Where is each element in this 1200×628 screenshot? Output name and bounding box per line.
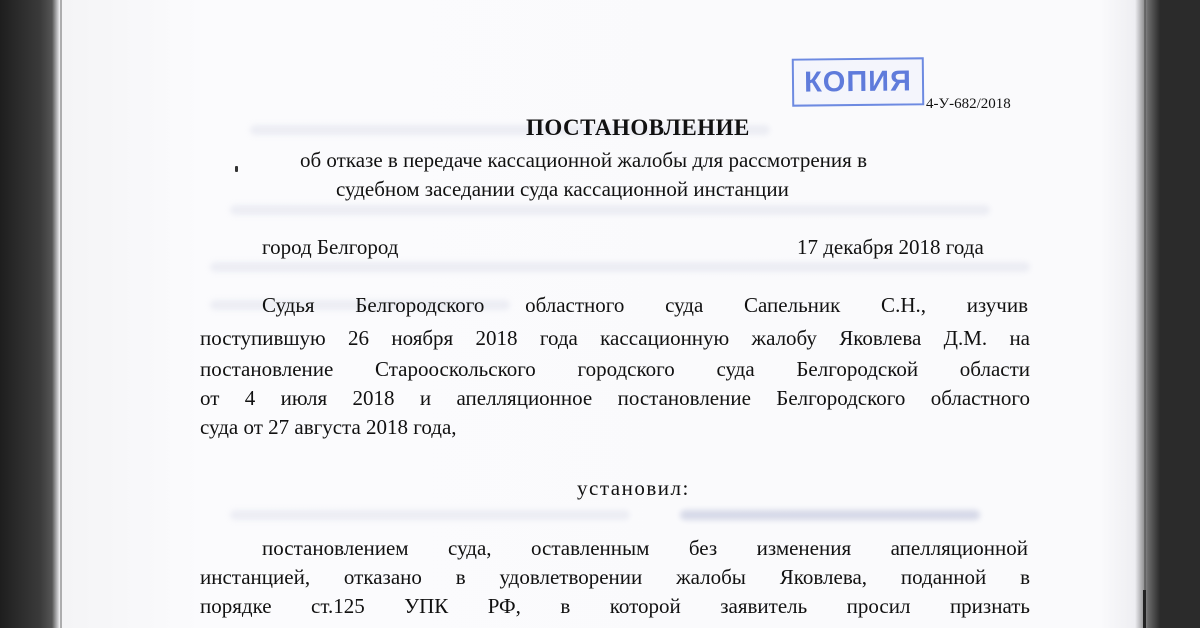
intro-line: от 4 июля 2018 и апелляционное постановление Белгородского областного — [200, 386, 1030, 410]
bleed-through-mark — [230, 510, 630, 520]
place: город Белгород — [262, 235, 399, 259]
body-line: инстанцией, отказано в удовлетворении жалобы Яковлева, поданной в — [200, 565, 1030, 589]
body-line: постановлением суда, оставленным без изменения апелляционной — [262, 536, 1028, 560]
intro-line: поступившую 26 ноября 2018 года кассационную жалобу Яковлева Д.М. на — [200, 326, 1030, 350]
subtitle-line-2: судебном заседании суда кассационной инстанции — [336, 177, 789, 201]
body-line: порядке ст.125 УПК РФ, в которой заявитель просил признать — [200, 594, 1030, 618]
document-title: ПОСТАНОВЛЕНИЕ — [526, 115, 750, 140]
bleed-through-mark — [680, 510, 980, 520]
document-date: 17 декабря 2018 года — [797, 235, 984, 259]
intro-line: суда от 27 августа 2018 года, — [200, 415, 457, 439]
bleed-through-mark — [210, 262, 1030, 272]
intro-line: постановление Старооскольского городского суда Белгородской области — [200, 357, 1030, 381]
bleed-through-mark — [230, 205, 990, 215]
resolved-heading: установил: — [577, 476, 690, 500]
case-number: 4-У-682/2018 — [926, 96, 1011, 112]
ink-mark — [235, 166, 238, 172]
subtitle-line-1: об отказе в передаче кассационной жалобы для рассмотрения в — [300, 148, 867, 172]
page-edge-left — [60, 0, 62, 628]
pen-stroke — [1143, 590, 1146, 628]
intro-line: Судья Белгородского областного суда Сапельник С.Н., изучив — [262, 293, 1028, 317]
page-edge-right — [1144, 0, 1146, 628]
copy-stamp: КОПИЯ — [792, 57, 924, 106]
